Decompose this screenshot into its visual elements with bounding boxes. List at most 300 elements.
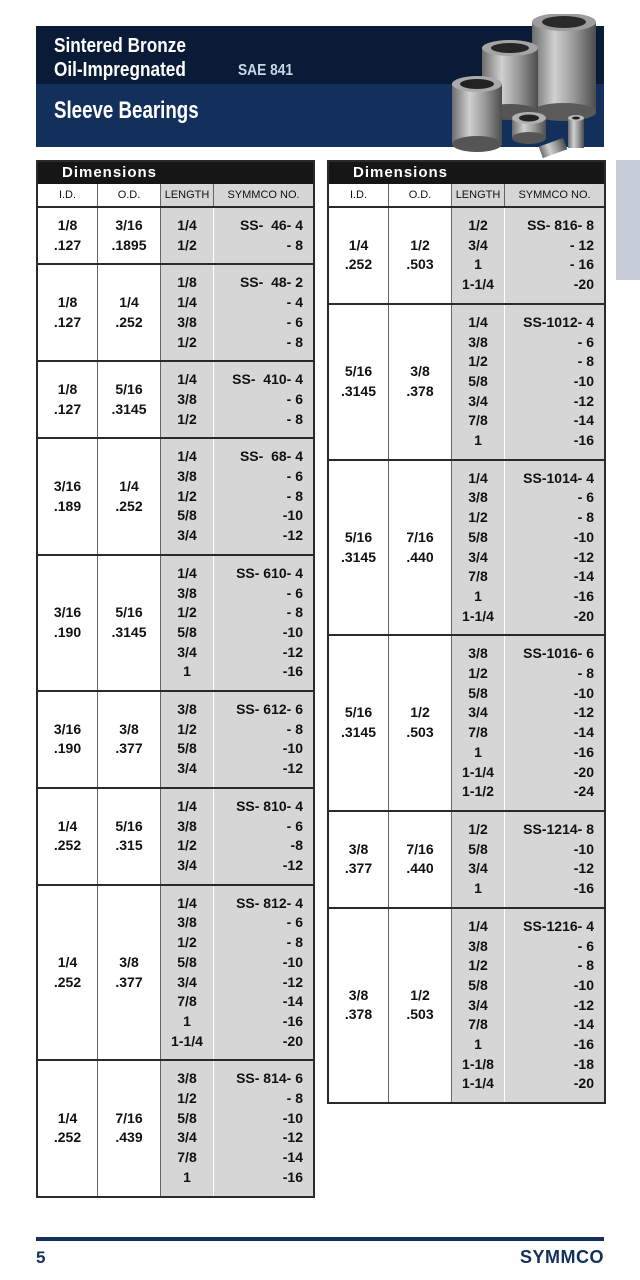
part-number-cell-line: - 8 [577,957,594,974]
length-cell-line: 1/2 [177,720,197,737]
length-cell-line: 5/8 [468,976,488,993]
id-cell [329,812,389,907]
od-cell-line: 1/2 [410,236,430,253]
od-cell-line: 5/16 [115,604,143,621]
part-number-cell-line: - 6 [286,914,303,931]
id-cell-line: .252 [53,973,82,990]
id-cell-line: .189 [53,497,82,514]
table-row [38,439,313,556]
part-number-cell-line: - 8 [286,333,303,350]
part-number-cell-line: -14 [573,412,594,429]
length-cell-line: 1/2 [177,1090,197,1107]
id-cell [38,1061,98,1195]
part-number-cell-line: -10 [282,507,303,524]
length-cell [452,909,505,1102]
id-cell [38,886,98,1060]
id-cell-line: .3145 [340,382,377,399]
part-number-cell-line: -12 [282,760,303,777]
length-cell-line: 1/2 [177,837,197,854]
part-number-cell-line: SS-1216- 4 [523,917,594,934]
length-cell-line: 1/2 [468,820,488,837]
length-cell-line: 3/4 [468,392,488,409]
part-number-cell-line: -12 [282,527,303,544]
length-cell-line: 1 [474,743,482,760]
id-cell [329,208,389,303]
part-number-cell-line: -20 [282,1032,303,1049]
part-number-cell-line: -10 [282,953,303,970]
id-cell [38,556,98,690]
part-number-cell-line: SS- 612- 6 [236,701,303,718]
id-cell [329,461,389,635]
sleeve-bearings-image [440,14,618,164]
length-cell-line: 7/8 [468,412,488,429]
part-number-cell-line: SS- 810- 4 [236,797,303,814]
od-cell [98,789,161,884]
od-cell [98,362,161,437]
part-number-cell-line: - 6 [286,313,303,330]
id-cell-line: 3/16 [53,477,82,494]
id-cell-line: .252 [53,1129,82,1146]
id-cell [38,692,98,787]
id-cell-line: 3/16 [53,604,82,621]
length-cell-line: 1/4 [177,894,197,911]
table-row [329,812,604,909]
od-cell-line: .503 [406,724,434,741]
part-number-cell [505,909,604,1102]
part-number-cell-line: -12 [573,996,594,1013]
col-header-part: SYMMCO NO. [214,184,313,206]
length-cell [452,208,505,303]
dimensions-table-left [36,160,315,1198]
table-row [38,265,313,362]
part-number-cell-line: SS-1012- 4 [523,313,594,330]
length-cell [161,439,214,554]
part-number-cell-line: -14 [282,993,303,1010]
part-number-cell-line: -12 [282,643,303,660]
column-headers [38,184,313,208]
part-number-cell-line: -12 [282,856,303,873]
id-cell-line: 1/4 [57,817,78,834]
table-row [329,636,604,812]
od-cell [98,265,161,360]
id-cell [329,636,389,810]
part-number-cell-line: -12 [282,973,303,990]
length-cell-line: 7/8 [468,724,488,741]
od-cell-line: 5/16 [115,817,143,834]
part-number-cell-line: - 8 [577,353,594,370]
length-cell-line: 3/4 [177,527,197,544]
od-cell-line: .377 [115,973,143,990]
length-cell-line: 1-1/4 [462,276,494,293]
length-cell-line: 1-1/8 [462,1055,494,1072]
length-cell-line: 1 [474,256,482,273]
length-cell-line: 3/4 [177,1129,197,1146]
length-cell-line: 3/8 [177,817,197,834]
col-header-od: O.D. [389,184,452,206]
part-number-cell-line: -14 [573,1016,594,1033]
od-cell-line: .503 [406,256,434,273]
id-cell-line: .377 [344,860,373,877]
length-cell-line: 1/4 [177,217,197,233]
col-header-id: I.D. [329,184,389,206]
length-cell-line: 3/8 [177,701,197,718]
length-cell-line: 5/8 [177,1109,197,1126]
od-cell [98,556,161,690]
id-cell [329,305,389,459]
part-number-cell-line: - 16 [569,256,594,273]
part-number-cell-line: -10 [573,684,594,701]
length-cell-line: 3/4 [468,548,488,565]
length-cell-line: 3/4 [468,860,488,877]
table-row [38,789,313,886]
col-header-length: LENGTH [452,184,505,206]
id-cell-line: 1/8 [57,217,78,233]
part-number-cell-line: -16 [573,880,594,897]
length-cell-line: 3/8 [177,584,197,601]
length-cell [161,886,214,1060]
col-header-id: I.D. [38,184,98,206]
id-cell-line: 1/4 [57,1109,78,1126]
length-cell-line: 3/8 [177,390,197,407]
length-cell-line: 5/8 [177,507,197,524]
od-cell-line: .440 [406,860,434,877]
part-number-cell [214,789,313,884]
length-cell-line: 1 [474,587,482,604]
od-cell-line: 7/16 [115,1109,143,1126]
part-number-cell-line: -20 [573,763,594,780]
length-cell-line: 5/8 [468,372,488,389]
od-cell-line: 1/4 [119,294,139,311]
length-cell [161,265,214,360]
od-cell-line: 3/16 [115,217,143,233]
length-cell-line: 5/8 [177,740,197,757]
part-number-cell-line: SS- 816- 8 [527,217,594,233]
id-cell [38,362,98,437]
part-number-cell-line: SS-1214- 8 [523,820,594,837]
od-cell-line: .3145 [111,400,147,417]
length-cell-line: 1-1/4 [462,1075,494,1092]
part-number-cell-line: -16 [282,1168,303,1185]
part-number-cell-line: -10 [573,372,594,389]
od-cell-line: 5/16 [115,381,143,398]
part-number-cell-line: - 6 [286,817,303,834]
part-number-cell [505,812,604,907]
length-cell-line: 1/4 [177,797,197,814]
id-cell [38,789,98,884]
part-number-cell-line: SS- 46- 4 [239,217,303,233]
part-number-cell-line: -16 [573,432,594,449]
part-number-cell [214,556,313,690]
length-cell [452,812,505,907]
od-cell [389,812,452,907]
length-cell-line: 3/4 [468,996,488,1013]
part-number-cell-line: SS- 610- 4 [236,564,303,581]
id-cell [38,439,98,554]
od-cell-line: 3/8 [410,363,430,380]
od-cell [98,1061,161,1195]
part-number-cell-line: -18 [573,1055,594,1072]
part-number-cell-line: -10 [282,740,303,757]
part-number-cell-line: -24 [573,783,594,800]
od-cell [98,886,161,1060]
od-cell [389,636,452,810]
length-cell-line: 1/2 [177,333,197,350]
length-cell [452,636,505,810]
part-number-cell-line: -16 [573,587,594,604]
length-cell-line: 1 [474,1036,482,1053]
id-cell-line: 1/8 [57,381,78,398]
od-cell-line: .503 [406,1006,434,1023]
od-cell-line: 1/2 [410,986,430,1003]
table-row [38,692,313,789]
od-cell-line: 3/8 [119,720,139,737]
part-number-cell-line: -16 [282,663,303,680]
length-cell-line: 3/8 [177,468,197,485]
part-number-cell [505,636,604,810]
col-header-part: SYMMCO NO. [505,184,604,206]
id-cell-line: .127 [53,313,82,330]
id-cell-line: .127 [53,236,82,253]
part-number-cell [505,461,604,635]
length-cell [161,1061,214,1195]
table-row [329,208,604,305]
od-cell-line: .1895 [111,236,147,253]
part-number-cell-line: SS- 48- 2 [239,274,303,291]
part-number-cell-line: SS-1016- 6 [523,645,594,662]
length-cell-line: 1 [183,1168,191,1185]
length-cell-line: 1 [183,663,191,680]
length-cell-line: 1/2 [177,236,197,253]
length-cell-line: 1 [183,1012,191,1029]
length-cell-line: 1/4 [468,469,488,486]
od-cell-line: 1/4 [119,477,139,494]
part-number-cell [505,305,604,459]
length-cell-line: 7/8 [468,568,488,585]
length-cell-line: 1/2 [468,957,488,974]
part-number-cell [214,439,313,554]
id-cell-line: .252 [344,256,373,273]
part-number-cell [214,886,313,1060]
part-number-cell-line: -10 [573,976,594,993]
table-row [38,1061,313,1195]
od-cell [98,692,161,787]
length-cell-line: 1/4 [177,448,197,465]
table-row [329,305,604,461]
table-row [38,362,313,439]
part-number-cell [214,362,313,437]
length-cell-line: 1/4 [177,371,197,388]
length-cell-line: 7/8 [468,1016,488,1033]
length-cell-line: 1/4 [177,564,197,581]
part-number-cell-line: -12 [573,392,594,409]
od-cell-line: .252 [115,497,143,514]
part-number-cell-line: - 8 [286,1090,303,1107]
table-body [38,208,313,1196]
length-cell-line: 1/2 [468,353,488,370]
od-cell-line: .315 [115,837,143,854]
id-cell-line: 5/16 [344,528,373,545]
part-number-cell-line: -10 [573,528,594,545]
id-cell-line: .252 [53,837,82,854]
part-number-cell [214,1061,313,1195]
part-number-cell-line: SS- 68- 4 [239,448,303,465]
table-row [38,556,313,692]
part-number-cell-line: - 8 [577,665,594,682]
part-number-cell-line: - 8 [286,720,303,737]
length-cell [452,461,505,635]
part-number-cell-line: -20 [573,607,594,624]
id-cell-line: .3145 [340,724,377,741]
length-cell [161,362,214,437]
part-number-cell [214,692,313,787]
table-body [329,208,604,1102]
part-number-cell-line: -16 [573,1036,594,1053]
length-cell-line: 1-1/4 [462,607,494,624]
length-cell-line: 3/8 [468,645,488,662]
part-number-cell-line: - 8 [286,236,303,253]
length-cell-line: 1/2 [468,665,488,682]
length-cell-line: 1 [474,432,482,449]
part-number-cell-line: -10 [282,1109,303,1126]
part-number-cell-line: - 8 [577,509,594,526]
part-number-cell-line: - 6 [577,489,594,506]
length-cell-line: 1/4 [177,294,197,311]
part-number-cell-line: -20 [573,1075,594,1092]
length-cell-line: 1-1/4 [171,1032,203,1049]
length-cell-line: 1/2 [468,509,488,526]
part-number-cell-line: -20 [573,276,594,293]
length-cell-line: 1/2 [177,487,197,504]
length-cell-line: 7/8 [177,1149,197,1166]
length-cell [161,208,214,263]
length-cell-line: 1/2 [177,410,197,427]
id-cell-line: 3/16 [53,720,82,737]
part-number-cell-line: -16 [282,1012,303,1029]
header-line-1: Sintered Bronze [54,35,186,57]
length-cell [161,789,214,884]
od-cell-line: .377 [115,740,143,757]
part-number-cell-line: - 8 [286,410,303,427]
length-cell-line: 1/2 [177,604,197,621]
length-cell-line: 5/8 [177,623,197,640]
part-number-cell-line: -10 [282,623,303,640]
part-number-cell-line: - 12 [569,236,594,253]
length-cell-line: 5/8 [468,684,488,701]
col-header-length: LENGTH [161,184,214,206]
length-cell-line: 1/2 [468,217,488,233]
footer-rule [36,1237,604,1241]
length-cell-line: 1/4 [468,917,488,934]
part-number-cell-line: - 6 [577,333,594,350]
length-cell [161,692,214,787]
length-cell-line: 3/8 [177,313,197,330]
id-cell-line: .378 [344,1006,373,1023]
length-cell-line: 1/8 [177,274,197,291]
length-cell-line: 3/4 [468,704,488,721]
od-cell [98,439,161,554]
length-cell [452,305,505,459]
side-tab [616,160,640,280]
part-number-cell-line: -14 [573,724,594,741]
od-cell-line: .440 [406,548,434,565]
length-cell-line: 3/8 [468,489,488,506]
od-cell-line: 3/8 [119,953,139,970]
part-number-cell-line: - 6 [577,937,594,954]
table-row [38,886,313,1062]
od-cell [98,208,161,263]
id-cell-line: .127 [53,400,82,417]
length-cell-line: 5/8 [468,840,488,857]
od-cell-line: 7/16 [406,840,434,857]
length-cell [161,556,214,690]
part-number-cell [214,208,313,263]
part-number-cell-line: SS- 410- 4 [232,371,303,388]
part-number-cell [505,208,604,303]
id-cell-line: .190 [53,740,82,757]
header-title: Sleeve Bearings [54,97,199,124]
length-cell-line: 7/8 [177,993,197,1010]
od-cell-line: 1/2 [410,704,430,721]
length-cell-line: 3/4 [177,856,197,873]
part-number-cell-line: SS- 814- 6 [236,1070,303,1087]
id-cell-line: 1/8 [57,294,78,311]
length-cell-line: 1/4 [468,313,488,330]
id-cell-line: 3/8 [348,986,369,1003]
id-cell-line: 1/4 [348,236,369,253]
part-number-cell-line: SS-1014- 4 [523,469,594,486]
part-number-cell-line: -10 [573,840,594,857]
part-number-cell-line: - 8 [286,934,303,951]
part-number-cell-line: -12 [573,704,594,721]
od-cell-line: .3145 [111,623,147,640]
length-cell-line: 1-1/4 [462,763,494,780]
od-cell-line: 7/16 [406,528,434,545]
length-cell-line: 3/8 [468,937,488,954]
length-cell-line: 3/4 [177,760,197,777]
id-cell [38,208,98,263]
part-number-cell-line: -8 [290,837,303,854]
id-cell-line: 1/4 [57,953,78,970]
od-cell [389,909,452,1102]
part-number-cell-line: - 8 [286,604,303,621]
od-cell-line: .378 [406,382,434,399]
length-cell-line: 1-1/2 [462,783,494,800]
part-number-cell-line: -12 [282,1129,303,1146]
table-row [329,461,604,637]
length-cell-line: 1 [474,880,482,897]
part-number-cell-line: -14 [573,568,594,585]
part-number-cell-line: - 8 [286,487,303,504]
od-cell-line: .439 [115,1129,143,1146]
part-number-cell-line: -16 [573,743,594,760]
length-cell-line: 3/8 [177,914,197,931]
part-number-cell-line: - 6 [286,468,303,485]
length-cell-line: 3/8 [468,333,488,350]
part-number-cell-line: -12 [573,548,594,565]
length-cell-line: 3/8 [177,1070,197,1087]
col-header-od: O.D. [98,184,161,206]
table-title: Dimensions [38,162,313,184]
id-cell-line: 5/16 [344,704,373,721]
id-cell-line: .190 [53,623,82,640]
length-cell-line: 3/4 [177,643,197,660]
table-row [329,909,604,1102]
length-cell-line: 3/4 [468,236,488,253]
part-number-cell-line: -14 [282,1149,303,1166]
table-row [38,208,313,265]
id-cell-line: 5/16 [344,363,373,380]
id-cell-line: 3/8 [348,840,369,857]
